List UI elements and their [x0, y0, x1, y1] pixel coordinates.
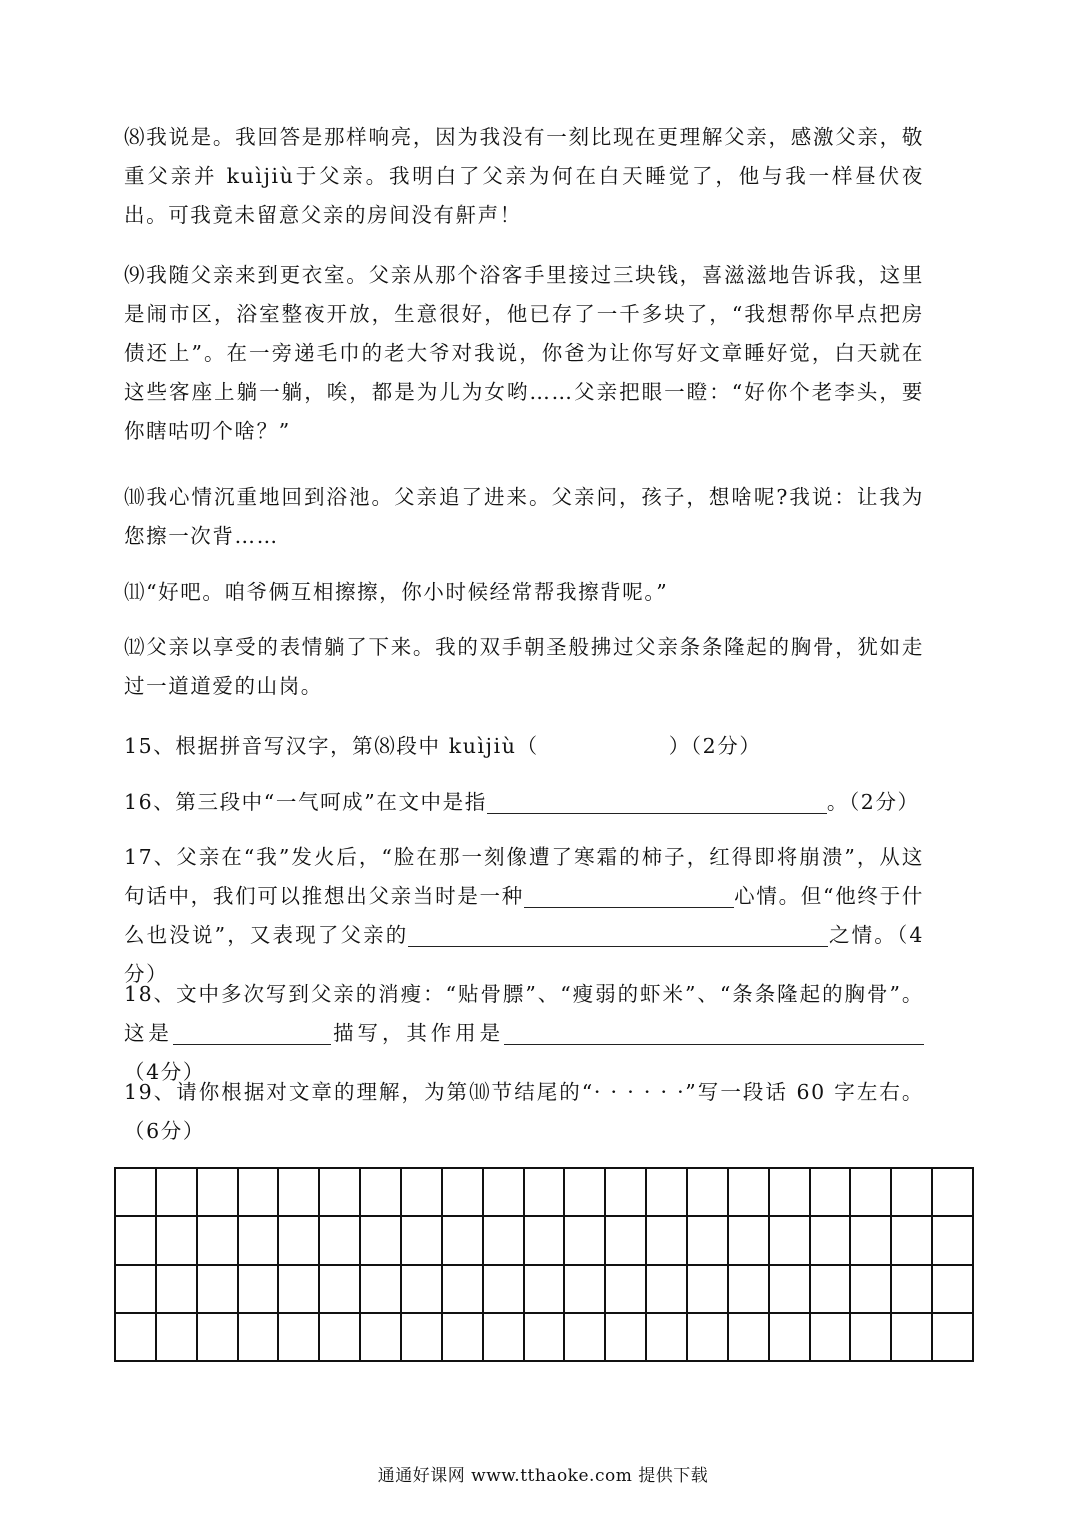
grid-cell[interactable]	[770, 1217, 811, 1265]
grid-cell[interactable]	[606, 1266, 647, 1314]
grid-cell[interactable]	[198, 1169, 239, 1217]
grid-cell[interactable]	[402, 1314, 443, 1362]
grid-cell[interactable]	[116, 1266, 157, 1314]
grid-cell[interactable]	[811, 1266, 852, 1314]
grid-cell[interactable]	[811, 1217, 852, 1265]
question-19: 19、请你根据对文章的理解，为第⑽节结尾的“· · · · · ·”写一段话 60 字左右。（6分）	[124, 1080, 924, 1143]
grid-cell[interactable]	[443, 1266, 484, 1314]
grid-cell[interactable]	[116, 1314, 157, 1362]
question-17-blank-2[interactable]	[408, 924, 828, 948]
grid-cell[interactable]	[443, 1314, 484, 1362]
grid-cell[interactable]	[402, 1217, 443, 1265]
grid-cell[interactable]	[484, 1217, 525, 1265]
question-17-text-2: 心情。但“他终于什么也没说”，又表现了父亲的	[124, 884, 924, 947]
grid-cell[interactable]	[892, 1169, 933, 1217]
grid-cell[interactable]	[239, 1169, 280, 1217]
question-17	[124, 838, 924, 994]
grid-cell[interactable]	[688, 1266, 729, 1314]
grid-cell[interactable]	[484, 1169, 525, 1217]
grid-cell[interactable]	[770, 1314, 811, 1362]
grid-cell[interactable]	[525, 1217, 566, 1265]
grid-cell[interactable]	[484, 1314, 525, 1362]
grid-cell[interactable]	[811, 1169, 852, 1217]
grid-cell[interactable]	[647, 1314, 688, 1362]
grid-cell[interactable]	[770, 1266, 811, 1314]
grid-cell[interactable]	[606, 1169, 647, 1217]
grid-cell[interactable]	[525, 1169, 566, 1217]
grid-cell[interactable]	[647, 1217, 688, 1265]
grid-cell[interactable]	[361, 1217, 402, 1265]
paragraph-12: ⑿父亲以享受的表情躺了下来。我的双手朝圣般拂过父亲条条隆起的胸骨，犹如走过一道道爱的山岗。	[124, 635, 924, 698]
grid-cell[interactable]	[892, 1217, 933, 1265]
grid-cell[interactable]	[116, 1169, 157, 1217]
grid-cell[interactable]	[851, 1266, 892, 1314]
question-15-text: 15、根据拼音写汉字，第⑻段中 kuìjiù（	[124, 734, 539, 758]
grid-cell[interactable]	[606, 1314, 647, 1362]
question-16-blank[interactable]	[487, 791, 827, 815]
grid-cell[interactable]	[729, 1169, 770, 1217]
grid-cell[interactable]	[239, 1314, 280, 1362]
answer-grid[interactable]	[114, 1167, 974, 1362]
grid-cell[interactable]	[688, 1169, 729, 1217]
grid-cell[interactable]	[565, 1266, 606, 1314]
grid-cell[interactable]	[933, 1266, 974, 1314]
grid-cell[interactable]	[198, 1217, 239, 1265]
grid-cell[interactable]	[565, 1169, 606, 1217]
grid-cell[interactable]	[525, 1314, 566, 1362]
grid-cell[interactable]	[688, 1217, 729, 1265]
grid-cell[interactable]	[851, 1314, 892, 1362]
question-18-text-1: 18、文中多次写到父亲的消瘦：“贴骨膘”、“瘦弱的虾米”、“条条隆起的胸骨”。这是	[124, 982, 924, 1045]
grid-cell[interactable]	[933, 1169, 974, 1217]
paragraph-10: ⑽我心情沉重地回到浴池。父亲追了进来。父亲问，孩子，想啥呢?我说：让我为您擦一次背……	[124, 485, 924, 548]
question-15-score: ）（2分）	[668, 734, 762, 758]
grid-cell[interactable]	[647, 1169, 688, 1217]
grid-cell[interactable]	[851, 1169, 892, 1217]
grid-cell[interactable]	[688, 1314, 729, 1362]
grid-cell[interactable]	[157, 1266, 198, 1314]
grid-cell[interactable]	[443, 1169, 484, 1217]
grid-cell[interactable]	[933, 1217, 974, 1265]
grid-cell[interactable]	[361, 1266, 402, 1314]
grid-cell[interactable]	[279, 1169, 320, 1217]
question-18-score: （4分）	[124, 1060, 205, 1084]
page-footer: 通通好课网 www.tthaoke.com 提供下载	[377, 1466, 709, 1486]
grid-cell[interactable]	[525, 1266, 566, 1314]
paragraph-11: ⑾“好吧。咱爷俩互相擦擦，你小时候经常帮我擦背呢。”	[124, 580, 669, 604]
grid-cell[interactable]	[606, 1217, 647, 1265]
grid-cell[interactable]	[729, 1217, 770, 1265]
question-16-score: 。（2分）	[826, 790, 920, 814]
question-17-text-1: 17、父亲在“我”发火后，“脸在那一刻像遭了寒霜的柿子，红得即将崩溃”，从这句话中，我们可以推想出父亲当时是一种	[124, 845, 924, 908]
question-16-text: 16、第三段中“一气呵成”在文中是指	[124, 790, 487, 814]
question-15	[124, 727, 924, 766]
grid-cell[interactable]	[320, 1169, 361, 1217]
grid-cell[interactable]	[279, 1314, 320, 1362]
grid-cell[interactable]	[402, 1266, 443, 1314]
grid-cell[interactable]	[647, 1266, 688, 1314]
grid-cell[interactable]	[770, 1169, 811, 1217]
grid-cell[interactable]	[892, 1266, 933, 1314]
question-16	[124, 783, 924, 822]
grid-cell[interactable]	[443, 1217, 484, 1265]
grid-cell[interactable]	[484, 1266, 525, 1314]
grid-cell[interactable]	[320, 1266, 361, 1314]
paragraph-8: ⑻我说是。我回答是那样响亮，因为我没有一刻比现在更理解父亲，感激父亲，敬重父亲并 kuìjiù于父亲。我明白了父亲为何在白天睡觉了，他与我一样昼伏夜出。可我竟未留意父亲的房间没有鼾声！	[124, 125, 924, 227]
grid-cell[interactable]	[198, 1314, 239, 1362]
grid-cell[interactable]	[320, 1314, 361, 1362]
question-18-blank-2[interactable]	[504, 1022, 924, 1046]
grid-cell[interactable]	[361, 1169, 402, 1217]
question-18-text-2: 描写，其作用是	[330, 1021, 505, 1045]
grid-cell[interactable]	[279, 1266, 320, 1314]
grid-cell[interactable]	[729, 1314, 770, 1362]
grid-cell[interactable]	[116, 1217, 157, 1265]
grid-cell[interactable]	[157, 1169, 198, 1217]
grid-cell[interactable]	[565, 1314, 606, 1362]
grid-cell[interactable]	[157, 1314, 198, 1362]
grid-cell[interactable]	[729, 1266, 770, 1314]
grid-cell[interactable]	[279, 1217, 320, 1265]
grid-cell[interactable]	[157, 1217, 198, 1265]
grid-cell[interactable]	[361, 1314, 402, 1362]
grid-cell[interactable]	[565, 1217, 606, 1265]
grid-cell[interactable]	[402, 1169, 443, 1217]
grid-cell[interactable]	[811, 1314, 852, 1362]
grid-cell[interactable]	[239, 1266, 280, 1314]
question-18-blank-1[interactable]	[173, 1022, 331, 1046]
question-17-text-3: 之情。（4分）	[124, 923, 925, 986]
paragraph-9: ⑼我随父亲来到更衣室。父亲从那个浴客手里接过三块钱，喜滋滋地告诉我，这里是闹市区，浴室整夜开放，生意很好，他已存了一千多块了，“我想帮你早点把房债还上”。在一旁递毛巾的老大爷对我说，你爸为让你写好文章睡好觉，白天就在这些客座上躺一躺，唉，都是为儿为女哟……父亲把眼一瞪：“好你个老李头，要你瞎咕叨个啥？”	[124, 263, 924, 443]
grid-cell[interactable]	[851, 1217, 892, 1265]
grid-cell[interactable]	[933, 1314, 974, 1362]
grid-cell[interactable]	[320, 1217, 361, 1265]
grid-cell[interactable]	[198, 1266, 239, 1314]
question-17-blank-1[interactable]	[524, 885, 734, 909]
grid-cell[interactable]	[892, 1314, 933, 1362]
grid-cell[interactable]	[239, 1217, 280, 1265]
